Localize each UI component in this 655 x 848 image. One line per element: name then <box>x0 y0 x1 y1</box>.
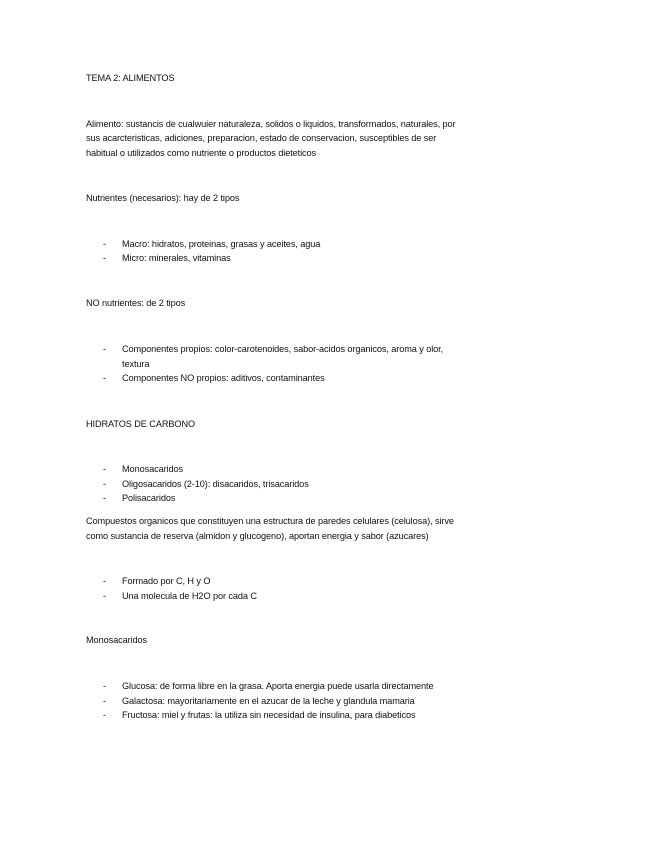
bullet-dash: - <box>103 591 106 601</box>
list-item-text: Oligosacaridos (2-10): disacaridos, trisacaridos <box>122 479 309 489</box>
list-item <box>103 251 231 265</box>
monosacaridos-heading: Monosacaridos <box>86 635 148 645</box>
list-item <box>103 589 257 603</box>
list-item-text: Componentes propios: color-carotenoides, sabor-acidos organicos, aroma y olor, <box>122 344 444 354</box>
list-item <box>103 694 415 708</box>
document-title: TEMA 2: ALIMENTOS <box>86 73 175 83</box>
list-item-text: Glucosa: de forma libre en la grasa. Aporta energia puede usarla directamente <box>122 681 434 691</box>
list-item-text: Una molecula de H2O por cada C <box>122 591 257 601</box>
bullet-dash: - <box>103 576 106 586</box>
hidratos-paragraph-line: Compuestos organicos que constituyen una estructura de paredes celulares (celulosa), sirve <box>86 516 454 526</box>
list-item <box>103 237 320 251</box>
hidratos-paragraph-line: como sustancia de reserva (almidon y glucogeno), aportan energia y sabor (azucares) <box>86 531 429 541</box>
list-item <box>103 491 175 505</box>
list-item <box>103 342 443 356</box>
list-item-text: Fructosa: miel y frutas: la utiliza sin necesidad de insulina, para diabeticos <box>122 710 416 720</box>
alimento-definition-line: sus acarcteristicas, adiciones, preparacion, estado de conservacion, susceptibles de ser <box>86 133 437 143</box>
list-item <box>103 371 325 385</box>
bullet-dash: - <box>103 373 106 383</box>
bullet-dash: - <box>103 253 106 263</box>
list-item-text: Componentes NO propios: aditivos, contaminantes <box>122 373 325 383</box>
list-item <box>103 477 309 491</box>
list-item <box>103 679 434 693</box>
list-item-text: Formado por C, H y O <box>122 576 211 586</box>
no-nutrientes-heading: NO nutrientes: de 2 tipos <box>86 298 186 308</box>
bullet-dash: - <box>103 479 106 489</box>
list-item <box>103 574 210 588</box>
alimento-definition-line: Alimento: sustancis de cualwuier naturaleza, solidos o liquidos, transformados, naturales, por <box>86 119 456 129</box>
hidratos-heading: HIDRATOS DE CARBONO <box>86 419 196 429</box>
list-item-text: Polisacaridos <box>122 493 176 503</box>
list-item-continuation: textura <box>122 359 150 369</box>
list-item <box>103 462 183 476</box>
bullet-dash: - <box>103 493 106 503</box>
list-item-text: Galactosa: mayoritariamente en el azucar de la leche y glandula mamaria <box>122 696 415 706</box>
bullet-dash: - <box>103 681 106 691</box>
nutrientes-heading: Nutrientes (necesarios): hay de 2 tipos <box>86 193 240 203</box>
bullet-dash: - <box>103 710 106 720</box>
list-item-text: Macro: hidratos, proteinas, grasas y aceites, agua <box>122 239 321 249</box>
alimento-definition-line: habitual o utilizados como nutriente o productos dieteticos <box>86 148 317 158</box>
list-item-text: Monosacaridos <box>122 464 184 474</box>
bullet-dash: - <box>103 464 106 474</box>
list-item-text: Micro: minerales, vitaminas <box>122 253 231 263</box>
bullet-dash: - <box>103 239 106 249</box>
bullet-dash: - <box>103 696 106 706</box>
bullet-dash: - <box>103 344 106 354</box>
list-item <box>103 708 416 722</box>
